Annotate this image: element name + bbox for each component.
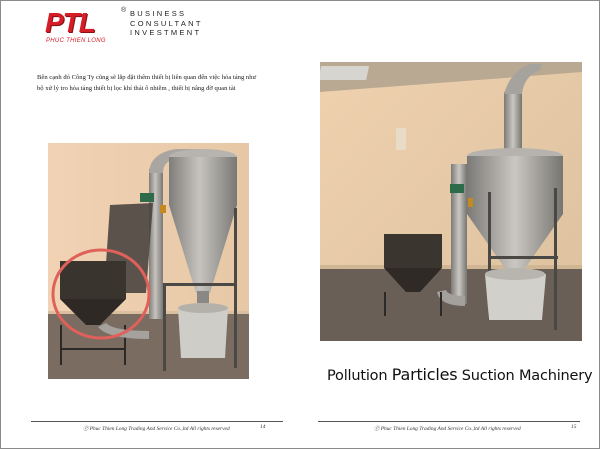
page-number: 15 — [571, 424, 577, 430]
footer-copyright: Ⓟ Phuc Thien Long Trading And Service Co.,ltd All rights reserved — [374, 426, 521, 432]
footer-divider — [318, 421, 580, 422]
tagline-line: CONSULTANT — [130, 18, 203, 28]
machine-photo-right — [320, 62, 582, 341]
tagline-line: INVESTMENT — [130, 28, 202, 37]
cyclone-collector-photo-icon — [320, 62, 582, 341]
ptl-logo — [45, 9, 125, 43]
footer-copyright: Ⓟ Phuc Thien Long Trading And Service Co.,ltd All rights reserved — [83, 426, 230, 432]
page-number: 14 — [260, 424, 266, 430]
registered-mark: ® — [121, 7, 127, 14]
logo-mark: PTL — [45, 7, 95, 38]
footer-divider — [31, 421, 283, 422]
photo-caption — [327, 365, 592, 384]
body-paragraph: Bên cạnh đó Công Ty cũng sẽ lắp đặt thêm thiết bị liên quan đến việc hỏa táng như bộ xử lý tro hỏa táng thiết bị lọc khí thải ô nhiễm , thiết bị nâng đỡ quan tài — [37, 74, 257, 92]
caption-word: Suction Machinery — [457, 368, 593, 384]
caption-emphasis: Particles — [391, 365, 458, 384]
cyclone-collector-photo-icon — [48, 143, 249, 379]
machine-photo-left — [48, 143, 249, 379]
caption-word: Pollution — [327, 368, 392, 384]
company-tagline — [130, 9, 203, 38]
logo-subtitle: PHUC THIEN LONG — [46, 38, 106, 44]
tagline-line: BUSINESS — [130, 9, 187, 18]
